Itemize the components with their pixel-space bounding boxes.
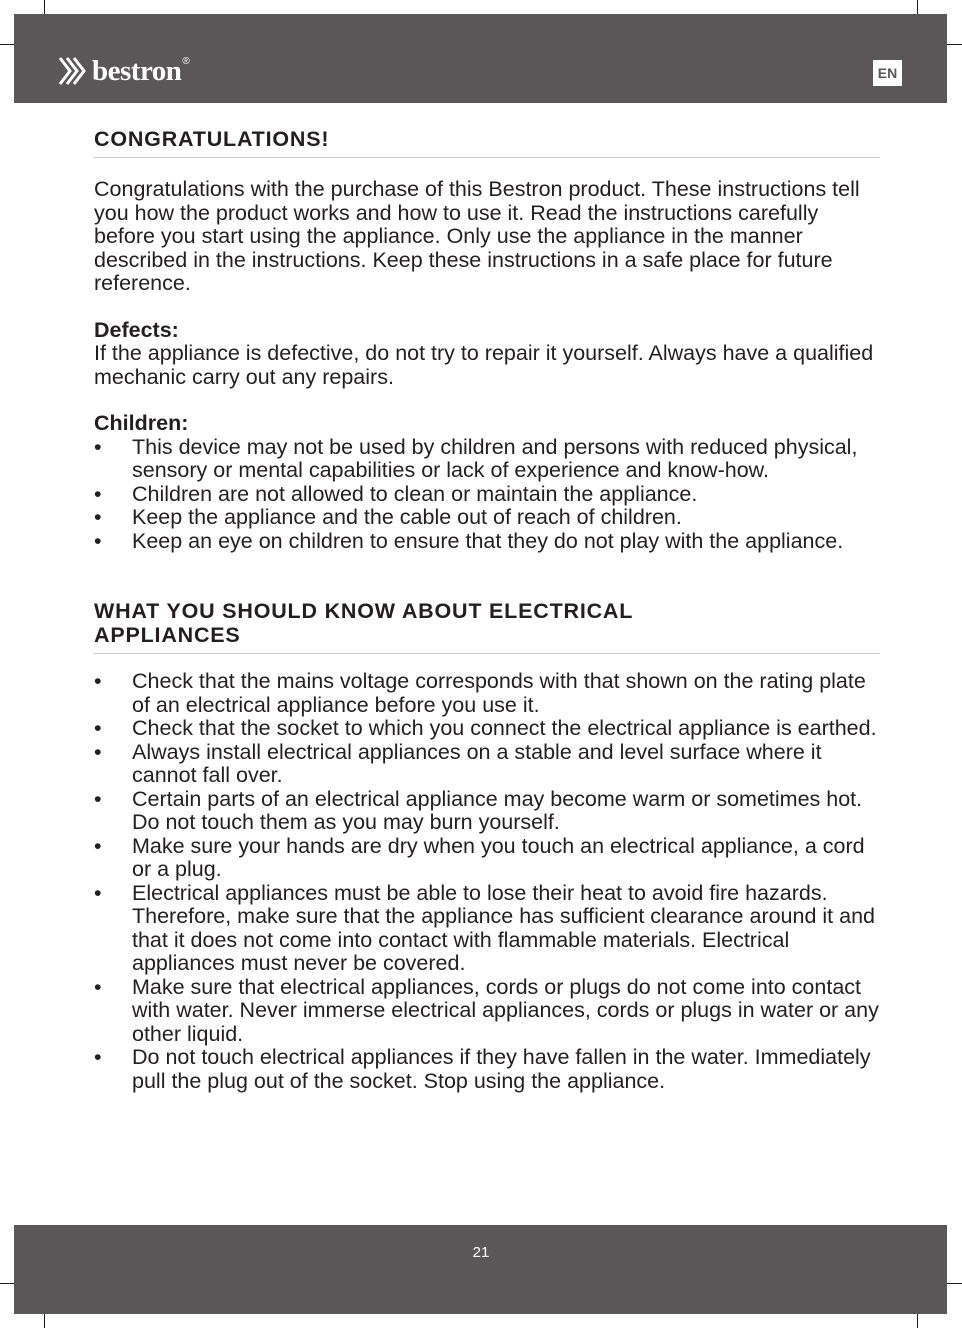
language-badge: EN [873,60,902,86]
bullet: • [94,716,102,740]
list-item-text: Always install electrical appliances on a stable and level surface where it cannot fall over. [132,739,822,787]
bullet: • [94,1045,102,1069]
page-content [94,127,880,1093]
children-list [94,436,880,554]
registered-mark: ® [182,55,190,67]
defects-paragraph: If the appliance is defective, do not try to repair it yourself. Always have a qualified mechanic carry out any repairs. [94,341,874,389]
list-item-text: Make sure your hands are dry when you touch an electrical appliance, a cord or a plug. [132,833,865,881]
section-title-electrical: WHAT YOU SHOULD KNOW ABOUT ELECTRICAL APPLIANCES [94,599,633,647]
bullet: • [94,528,102,553]
list-item-text: Check that the socket to which you connect the electrical appliance is earthed. [132,716,877,740]
intro-paragraph: Congratulations with the purchase of this Bestron product. These instructions tell you how the product works and how to use it. Read the instructions carefully before you start using the appliance. Only use the appliance in the manner described in the instructions. Keep these instructions in a safe place for future reference. [94,177,860,295]
list-item [94,835,880,882]
chevrons-icon [58,56,86,86]
bullet: • [94,739,102,764]
bullet: • [94,786,102,811]
list-item [94,483,880,507]
brand-logo [58,56,190,86]
list-item-text: Electrical appliances must be able to lose their heat to avoid fire hazards. Therefore, make sure that the appliance has sufficient clearance around it and that it does not come into contact with flammable materials. Electrical appliances must never be covered. [132,880,875,975]
list-item [94,506,880,530]
list-item [94,976,880,1047]
page-number: 21 [472,1244,490,1261]
bullet: • [94,833,102,858]
list-item [94,741,880,788]
bullet: • [94,481,102,506]
bullet: • [94,880,102,905]
bullet: • [94,974,102,999]
section-title-congratulations: CONGRATULATIONS! [94,127,880,158]
list-item [94,670,880,717]
list-item-text: Check that the mains voltage corresponds with that shown on the rating plate of an electrical appliance before you use it. [132,669,866,717]
bullet: • [94,434,102,459]
list-item-text: Keep the appliance and the cable out of reach of children. [132,505,682,529]
list-item [94,530,880,554]
list-item-text: Keep an eye on children to ensure that they do not play with the appliance. [132,528,844,553]
defects-heading: Defects: [94,317,179,342]
list-item [94,436,880,483]
bullet: • [94,669,102,693]
list-item-text: Make sure that electrical appliances, cords or plugs do not come into contact with water. Never immerse electrical appliances, cords or plugs in water or any other liquid. [132,974,879,1046]
list-item [94,1046,880,1093]
list-item [94,882,880,976]
bullet: • [94,505,102,529]
footer-bar [14,1225,947,1314]
list-item [94,717,880,741]
list-item-text: Do not touch electrical appliances if they have fallen in the water. Immediately pull the plug out of the socket. Stop using the appliance. [132,1045,871,1093]
list-item-text: Children are not allowed to clean or maintain the appliance. [132,481,698,506]
list-item-text: Certain parts of an electrical appliance may become warm or sometimes hot. Do not touch them as you may burn yourself. [132,786,863,834]
brand-name: bestron [92,54,182,87]
list-item [94,788,880,835]
electrical-list [94,670,880,1093]
children-heading: Children: [94,411,189,435]
list-item-text: This device may not be used by children and persons with reduced physical, sensory or mental capabilities or lack of experience and know-how. [132,434,858,482]
